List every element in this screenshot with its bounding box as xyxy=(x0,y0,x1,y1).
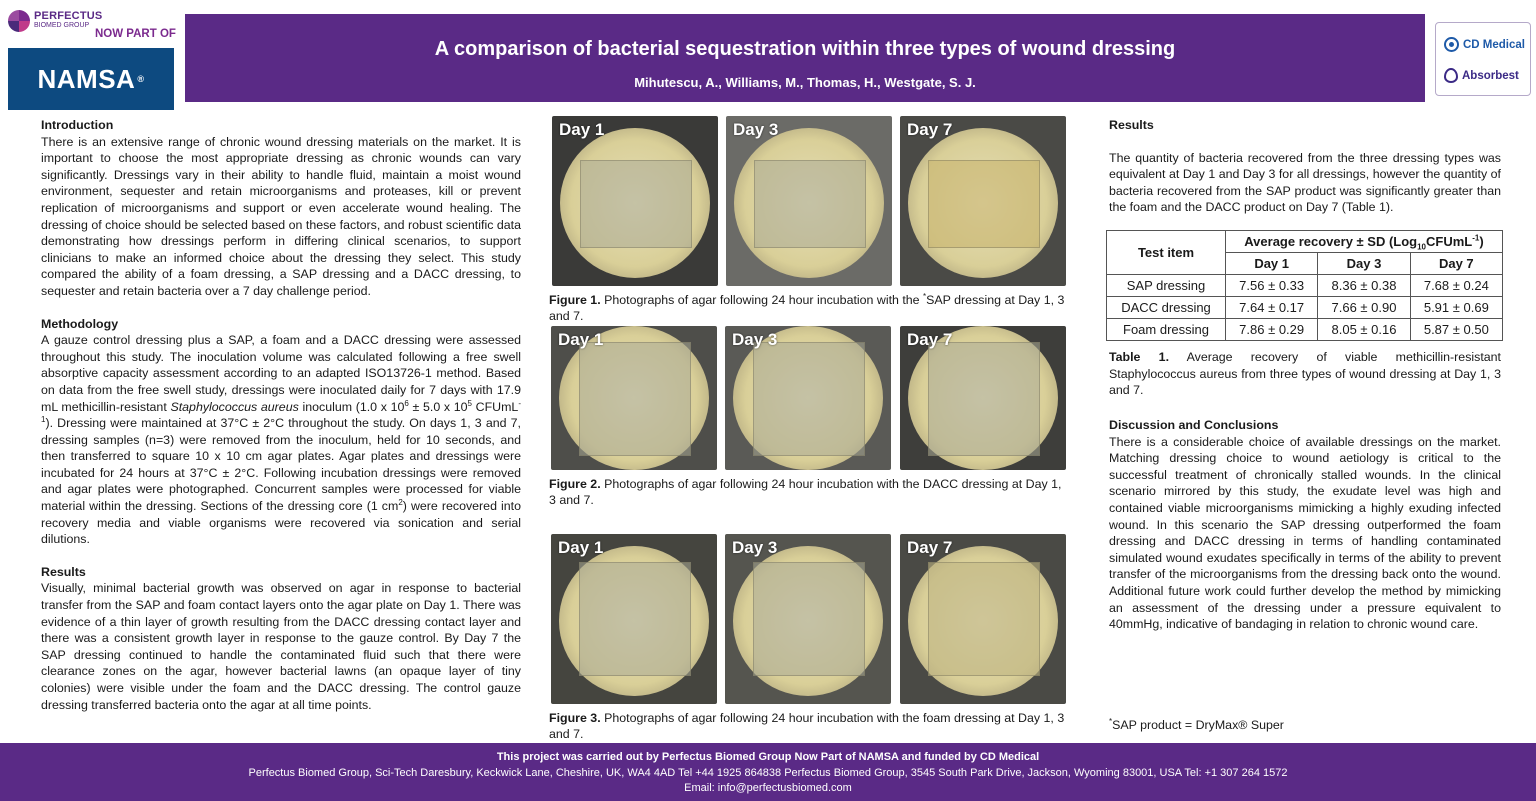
table-header-text-b: CFUmL xyxy=(1426,234,1473,249)
figure-1-caption-text-b: SAP dressing at Day 1, 3 and 7. xyxy=(549,293,1065,323)
table-caption-label: Table 1. xyxy=(1109,350,1170,364)
results-left-body: Visually, minimal bacterial growth was observed on agar in response to bacterial transfer from the SAP and foam contact layers onto the agar plate on Day 1. There was evidence of a thin layer of growth resulting from the DACC dressing contact layer and there was a consistent growth layer in response to the gauze control. By Day 7 the SAP dressing continued to handle the contaminated fluid such that there were clearance zones on the agar, however bacterial lawns (an opaque layer of tiny colonies) were visible under the foam and the DACC dressing. The control gauze dressing transferred bacteria onto the agar at all time points. xyxy=(41,581,521,712)
footer-banner xyxy=(0,743,1536,801)
exponent-1: 6 xyxy=(404,398,409,408)
day-label: Day 3 xyxy=(733,120,779,139)
table-caption xyxy=(1109,349,1501,399)
table-cell-value: 7.68 ± 0.24 xyxy=(1410,275,1502,297)
photo-foam-day1 xyxy=(551,534,717,704)
methodology-text-4: CFUmL xyxy=(475,399,519,414)
table-row xyxy=(1107,275,1503,297)
dressing-pad xyxy=(579,562,691,676)
methodology-text-3: ± 5.0 x 10 xyxy=(412,399,468,414)
dressing-pad xyxy=(754,160,866,248)
partner-logos xyxy=(1435,22,1531,96)
photo-dacc-day7 xyxy=(900,326,1066,470)
footer-email: Email: info@perfectusbiomed.com xyxy=(684,782,852,794)
methodology-text-6: ) were recovered into recovery media and viable organisms were recovered via sonication and serial dilutions. xyxy=(41,499,521,547)
figure-1-label: Figure 1. xyxy=(549,293,601,307)
footer-funding: This project was carried out by Perfectus Biomed Group Now Part of NAMSA and funded by CD Medical xyxy=(496,751,1040,763)
introduction-section xyxy=(41,117,521,300)
table-cell-value: 8.05 ± 0.16 xyxy=(1318,319,1410,341)
table-cell-item: SAP dressing xyxy=(1107,275,1226,297)
methodology-text-5: ). Dressing were maintained at 37°C ± 2°C throughout the study. On days 1, 3 and 7, dressing samples (n=3) were removed from the inoculum, held for 10 seconds, and then transferred to square 10 x 10 cm agar plates. Agar plates and dressings were incubated for 24 hours at 37°C ± 2°C. Following incubation dressings were removed and agar plates were photographed. Concurrent samples were processed for viable material within the dressing. Sections of the dressing core (1 cm xyxy=(41,416,521,514)
dressing-pad xyxy=(579,342,691,456)
table-cell-value: 5.87 ± 0.50 xyxy=(1410,319,1502,341)
results-right-body: The quantity of bacteria recovered from the three dressing types was equivalent at Day 1 and Day 3 for all dressings, however the quantity of bacteria recovered from the SAP product was significantly greater than the foam and the DACC product on Day 7 (Table 1). xyxy=(1109,150,1501,215)
exponent-3: -1 xyxy=(41,398,521,424)
discussion-section xyxy=(1109,417,1501,633)
figure-1 xyxy=(549,116,1069,324)
perfectus-logo-sub: BIOMED GROUP xyxy=(34,22,90,29)
table-row xyxy=(1107,297,1503,319)
logo-block xyxy=(8,8,178,102)
poster-authors: Mihutescu, A., Williams, M., Thomas, H., Westgate, S. J. xyxy=(634,75,976,90)
results-right-heading: Results xyxy=(1109,118,1154,132)
table-caption-text: Average recovery of viable methicillin-resistant Staphylococcus aureus from three types of wound dressing at Day 1, 3 and 7. xyxy=(1109,350,1502,398)
figure-3-caption-text: Photographs of agar following 24 hour incubation with the foam dressing at Day 1, 3 and 7. xyxy=(549,711,1065,741)
day-label: Day 7 xyxy=(907,120,953,139)
exponent-4: 2 xyxy=(398,497,403,507)
figure-1-caption-text-a: Photographs of agar following 24 hour incubation with the xyxy=(604,293,920,307)
discussion-body: There is a considerable choice of available dressings on the market. Matching dressing choice to wound aetiology is critical to the successful treatment of chronically stalled wounds. In the clinical scenario mirrored by this study, the exudate level was high and contained viable microorganisms mimicking a highly exuding infected wound. In this scenario the SAP dressing outperformed the foam dressing and DACC dressing in terms of handling contaminated simulated wound exudates specifically in terms of the ability to prevent transfer of the microorganisms from the dressing back onto the wound. Additional future work could further develop the method by mimicking an assessment of the dressing under a pressure equivalent to 40mmHg, indicative of bandaging in relation to chronic wound care. xyxy=(1109,434,1501,632)
results-right-section xyxy=(1109,117,1501,216)
table-header-superscript: -1 xyxy=(1472,233,1480,243)
exponent-2: 5 xyxy=(467,398,472,408)
figure-2-caption-text: Photographs of agar following 24 hour incubation with the DACC dressing at Day 1, 3 and 7. xyxy=(549,477,1062,507)
methodology-text-2: inoculum (1.0 x 10 xyxy=(302,399,405,414)
photo-dacc-day1 xyxy=(551,326,717,470)
day-label: Day 3 xyxy=(732,538,778,557)
now-part-of-label: NOW PART OF xyxy=(95,28,176,40)
table-header-day1: Day 1 xyxy=(1226,253,1318,275)
day-label: Day 1 xyxy=(558,330,604,349)
figure-3 xyxy=(549,534,1069,742)
table-cell-value: 7.64 ± 0.17 xyxy=(1226,297,1318,319)
figure-2-photos xyxy=(549,326,1069,470)
photo-dacc-day3 xyxy=(725,326,891,470)
table-cell-value: 7.86 ± 0.29 xyxy=(1226,319,1318,341)
discussion-heading: Discussion and Conclusions xyxy=(1109,418,1279,432)
results-table xyxy=(1106,230,1503,341)
table-header-text-c: ) xyxy=(1479,234,1484,249)
methodology-section xyxy=(41,316,521,548)
day-label: Day 1 xyxy=(558,538,604,557)
cd-medical-logo xyxy=(1444,37,1525,52)
results-left-section xyxy=(41,564,521,713)
table-cell-item: Foam dressing xyxy=(1107,319,1226,341)
results-left-heading: Results xyxy=(41,564,86,579)
dressing-pad xyxy=(928,562,1040,676)
cd-medical-name: CD Medical xyxy=(1463,38,1525,51)
figure-3-photos xyxy=(549,534,1069,704)
photo-sap-day7 xyxy=(900,116,1066,286)
table-header-test-item: Test item xyxy=(1107,231,1226,275)
day-label: Day 7 xyxy=(907,538,953,557)
table-cell-value: 8.36 ± 0.38 xyxy=(1318,275,1410,297)
day-label: Day 3 xyxy=(732,330,778,349)
table-cell-value: 7.56 ± 0.33 xyxy=(1226,275,1318,297)
footnote-text: SAP product = DryMax® Super xyxy=(1112,718,1284,732)
perfectus-logo-name: PERFECTUS xyxy=(34,10,103,22)
table-header-subscript: 10 xyxy=(1417,242,1427,252)
cd-medical-icon xyxy=(1444,37,1459,52)
day-label: Day 1 xyxy=(559,120,605,139)
introduction-heading: Introduction xyxy=(41,118,114,132)
dressing-pad xyxy=(928,160,1040,248)
namsa-logo: NAMSA ® xyxy=(8,48,174,110)
namsa-logo-text: NAMSA xyxy=(37,63,136,94)
figure-2-label: Figure 2. xyxy=(549,477,601,491)
absorbest-icon xyxy=(1444,68,1458,83)
figure-1-caption xyxy=(549,292,1069,324)
methodology-text-1: A gauze control dressing plus a SAP, a foam and a DACC dressing were assessed throughout this study. The inoculation volume was calculated following a free swell absorptive capacity assessment according to an adapted ISO13726-1 method. Based on data from the free swell study, dressings were inoculated daily for 7 days with 17.9 mL methicillin-resistant xyxy=(41,333,521,414)
footer-addresses: Perfectus Biomed Group, Sci-Tech Daresbury, Keckwick Lane, Cheshire, UK, WA4 4AD Tel +44 1925 864838 Perfectus Biomed Group, 3545 South Park Drive, Jackson, Wyoming 83001, USA Tel: +1 307 264 1572 xyxy=(248,767,1288,779)
absorbest-logo xyxy=(1444,68,1519,83)
photo-sap-day1 xyxy=(552,116,718,286)
table-cell-item: DACC dressing xyxy=(1107,297,1226,319)
poster-title: A comparison of bacterial sequestration within three types of wound dressing xyxy=(434,38,1176,60)
dressing-pad xyxy=(580,160,692,248)
table-header-text-a: Average recovery ± SD (Log xyxy=(1244,234,1418,249)
figure-3-caption xyxy=(549,710,1069,742)
table-header-day7: Day 7 xyxy=(1410,253,1502,275)
figure-2 xyxy=(549,326,1069,508)
photo-foam-day3 xyxy=(725,534,891,704)
dressing-pad xyxy=(753,342,865,456)
figure-1-photos xyxy=(549,116,1069,286)
table-header-day3: Day 3 xyxy=(1318,253,1410,275)
table-row xyxy=(1107,319,1503,341)
absorbest-name: Absorbest xyxy=(1462,69,1519,82)
photo-sap-day3 xyxy=(726,116,892,286)
table-cell-value: 5.91 ± 0.69 xyxy=(1410,297,1502,319)
sap-footnote xyxy=(1109,718,1284,732)
introduction-body: There is an extensive range of chronic wound dressing materials on the market. It is important to choose the most appropriate dressing as chronic wounds can vary significantly. Dressings vary in their ability to handle fluid, maintain a moist wound environment, sequester and retain microorganisms and proteases, kill or prevent replication of microorganisms and support or even accelerate wound healing. The dressing of choice should be selected based on these factors, and robust scientific data demonstrating how dressings perform in differing clinical scenarios, to support clinicians to make an informed choice about the dressing they select. This study compared the ability of a foam dressing, a SAP dressing and a DACC dressing, to sequester and retain bacteria over a 7 day challenge period. xyxy=(41,134,521,298)
dressing-pad xyxy=(928,342,1040,456)
methodology-body xyxy=(41,332,521,548)
perfectus-logo-icon xyxy=(8,10,30,32)
title-banner xyxy=(185,14,1425,102)
figure-3-label: Figure 3. xyxy=(549,711,601,725)
table-header-average-recovery xyxy=(1226,231,1503,253)
perfectus-logo xyxy=(8,8,183,42)
dressing-pad xyxy=(753,562,865,676)
left-column xyxy=(41,117,521,729)
photo-foam-day7 xyxy=(900,534,1066,704)
figure-2-caption xyxy=(549,476,1069,508)
methodology-heading: Methodology xyxy=(41,316,119,331)
species-name: Staphylococcus aureus xyxy=(170,399,299,414)
table-cell-value: 7.66 ± 0.90 xyxy=(1318,297,1410,319)
table-header-row xyxy=(1107,231,1503,253)
sap-footnote-mark: * xyxy=(923,291,927,301)
footnote-mark: * xyxy=(1109,716,1113,726)
day-label: Day 7 xyxy=(907,330,953,349)
